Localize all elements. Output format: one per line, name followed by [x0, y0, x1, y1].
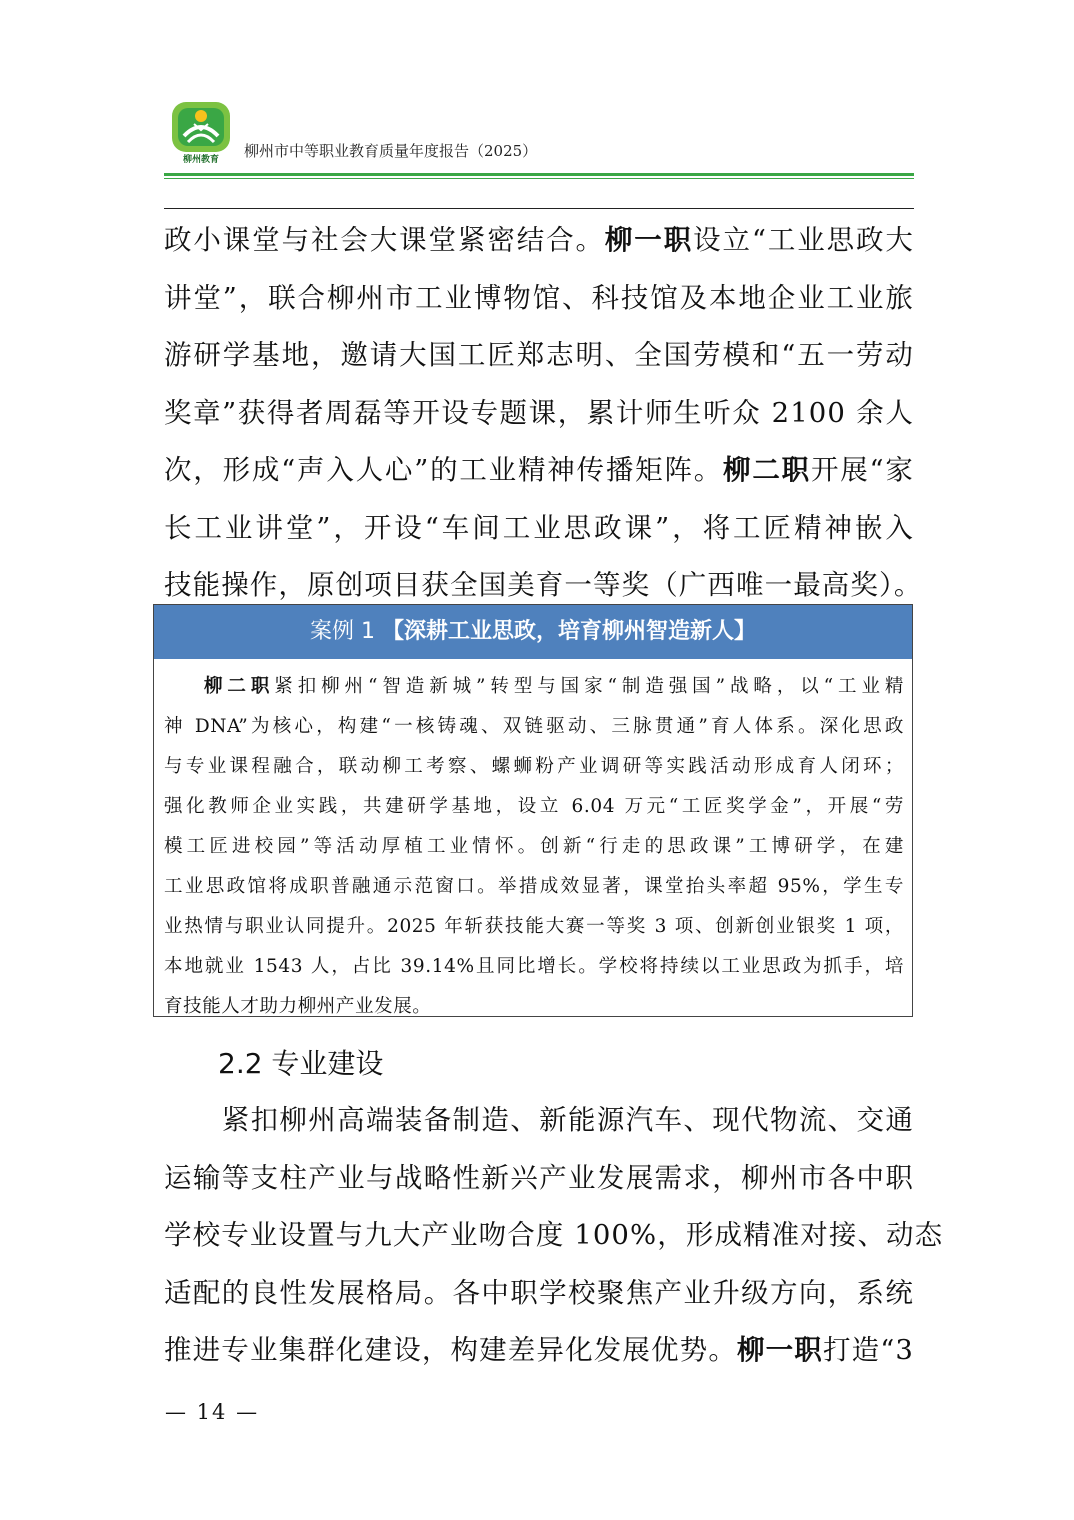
text-segment: 育技能人才助力柳州产业发展。 [164, 996, 432, 1017]
case-text-line [164, 747, 904, 787]
case-text-line [164, 947, 904, 987]
text-segment: 奖章”获得者周磊等开设专题课，累计师生听众 2100 余人 [164, 396, 914, 429]
section-heading: 2.2 专业建设 [218, 1047, 384, 1080]
school-name: 柳二职 [204, 676, 275, 697]
header-rule-thick [164, 173, 914, 176]
case-title: 【深耕工业思政，培育柳州智造新人】 [381, 619, 756, 644]
text-segment: 本地就业 1543 人，占比 39.14%且同比增长。学校将持续以工业思政为抓手，培 [164, 956, 904, 977]
case-study-header [154, 605, 912, 659]
case-text-line [164, 867, 904, 907]
text-line [164, 1150, 914, 1208]
page-header [164, 100, 914, 170]
text-segment: 技能操作，原创项目获全国美育一等奖（广西唯一最高奖）。 [164, 569, 923, 601]
text-segment: 紧扣柳州高端装备制造、新能源汽车、现代物流、交通 [164, 1104, 914, 1136]
text-segment: 适配的良性发展格局。各中职学校聚焦产业升级方向，系统 [164, 1276, 914, 1309]
text-line [164, 1207, 944, 1265]
case-text-line [164, 787, 904, 827]
text-segment: 开展“家 [810, 454, 914, 486]
school-name: 柳一职 [736, 1334, 823, 1366]
text-segment: 工业思政馆将成职普融通示范窗口。举措成效显著，课堂抬头率超 95%，学生专 [164, 876, 904, 897]
text-segment: 设立“工业思政大 [693, 224, 915, 256]
text-line [164, 1265, 914, 1323]
paragraph-specialty-construction [164, 1092, 944, 1380]
text-segment: 次，形成“声入人心”的工业精神传播矩阵。 [164, 454, 724, 486]
text-segment: 运输等支柱产业与战略性新兴产业发展需求，柳州市各中职 [164, 1161, 914, 1194]
text-segment: 模工匠进校园”等活动厚植工业情怀。创新“行走的思政课”工博研学，在建 [164, 836, 904, 857]
case-text-line [164, 907, 904, 947]
text-segment: 强化教师企业实践，共建研学基地，设立 6.04 万元“工匠奖学金”，开展“劳 [164, 796, 904, 817]
case-text-line [164, 707, 904, 747]
case-text-line [164, 667, 904, 707]
logo-text: 柳州教育 [182, 155, 220, 164]
text-segment: 打造“3 [822, 1334, 914, 1366]
case-label: 案例 1 [309, 619, 375, 644]
text-line [164, 327, 914, 385]
text-segment: 政小课堂与社会大课堂紧密结合。 [164, 224, 605, 256]
school-name: 柳二职 [723, 454, 811, 486]
school-name: 柳一职 [604, 224, 694, 256]
case-text-line [164, 827, 904, 867]
header-rule-thin [164, 178, 914, 179]
text-line [164, 212, 914, 270]
text-line [164, 270, 914, 328]
text-segment: 学校专业设置与九大产业吻合度 100%，形成精准对接、动态 [164, 1219, 944, 1251]
content-top-rule [164, 208, 914, 209]
text-line [164, 500, 914, 558]
text-segment: 与专业课程融合，联动柳工考察、螺蛳粉产业调研等实践活动形成育人闭环； [164, 756, 904, 777]
text-segment: 游研学基地，邀请大国工匠郑志明、全国劳模和“五一劳动 [164, 339, 914, 371]
text-line [164, 1092, 914, 1150]
page-number: — 14 — [165, 1400, 260, 1424]
paragraph-industrial-ideology [164, 212, 923, 615]
text-segment: 业热情与职业认同提升。2025 年斩获技能大赛一等奖 3 项、创新创业银奖 1 项， [164, 916, 904, 937]
text-segment: 神 DNA”为核心，构建“一核铸魂、双链驱动、三脉贯通”育人体系。深化思政 [164, 716, 904, 737]
text-line [164, 442, 914, 500]
case-study-body [154, 659, 912, 1027]
case-study-box [153, 604, 913, 1017]
text-segment: 长工业讲堂”，开设“车间工业思政课”，将工匠精神嵌入 [164, 511, 914, 544]
liuzhou-education-logo [164, 100, 238, 164]
case-text-line [164, 987, 904, 1027]
text-line [164, 385, 914, 443]
text-segment: 讲堂”，联合柳州市工业博物馆、科技馆及本地企业工业旅 [164, 281, 914, 314]
text-segment: 紧扣柳州“智造新城”转型与国家“制造强国”战略，以“工业精 [274, 676, 904, 697]
text-line [164, 1322, 914, 1380]
text-segment: 推进专业集群化建设，构建差异化发展优势。 [164, 1334, 737, 1366]
report-title: 柳州市中等职业教育质量年度报告（2025） [244, 142, 538, 160]
